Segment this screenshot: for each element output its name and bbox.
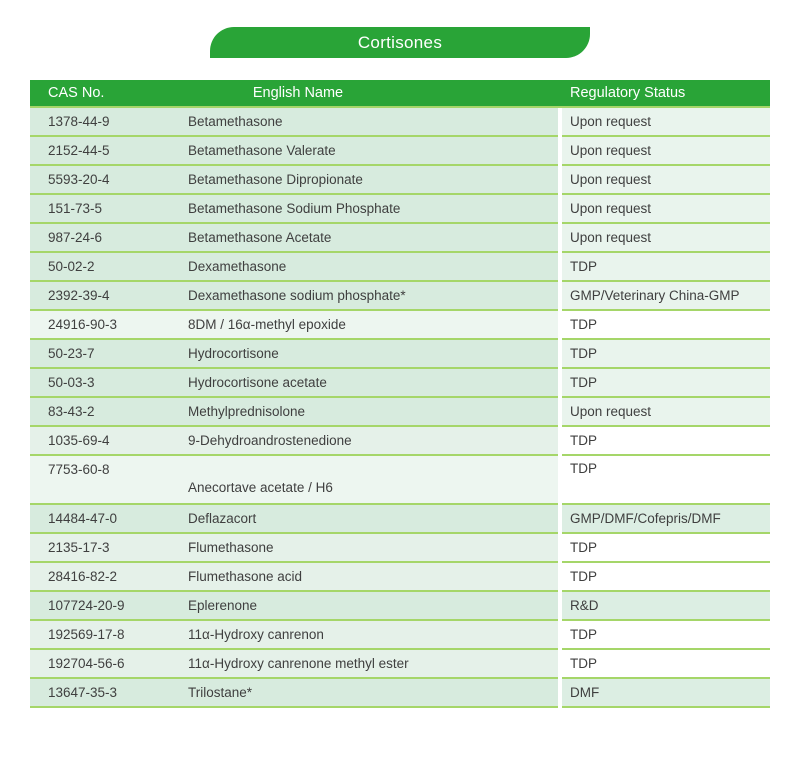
status-value: TDP bbox=[570, 627, 597, 642]
cas-cell: 987-24-6 bbox=[48, 230, 103, 245]
row-left-block bbox=[30, 398, 558, 427]
table-row bbox=[30, 456, 770, 505]
table-row bbox=[30, 398, 770, 427]
row-left-block bbox=[30, 311, 558, 340]
cas-cell: 1035-69-4 bbox=[48, 433, 110, 448]
table-row bbox=[30, 282, 770, 311]
cas-cell: 2135-17-3 bbox=[48, 540, 110, 555]
table-header-row bbox=[30, 80, 770, 108]
table-row bbox=[30, 224, 770, 253]
status-cell bbox=[562, 534, 770, 563]
row-left-block bbox=[30, 108, 558, 137]
status-cell bbox=[562, 427, 770, 456]
name-cell: Flumethasone acid bbox=[188, 569, 303, 584]
row-left-block bbox=[30, 340, 558, 369]
cas-cell: 28416-82-2 bbox=[48, 569, 118, 584]
table-row bbox=[30, 592, 770, 621]
row-left-block bbox=[30, 650, 558, 679]
row-left-block bbox=[30, 224, 558, 253]
name-cell: Hydrocortisone bbox=[188, 346, 279, 361]
status-value: GMP/Veterinary China-GMP bbox=[570, 288, 740, 303]
name-cell: Anecortave acetate / H6 bbox=[188, 480, 333, 495]
name-cell: 8DM / 16α-methyl epoxide bbox=[188, 317, 346, 332]
status-value: TDP bbox=[570, 259, 597, 274]
row-left-block bbox=[30, 369, 558, 398]
row-left-block bbox=[30, 166, 558, 195]
status-value: Upon request bbox=[570, 143, 652, 158]
row-left-block bbox=[30, 282, 558, 311]
table-row bbox=[30, 369, 770, 398]
status-cell bbox=[562, 166, 770, 195]
row-left-block bbox=[30, 621, 558, 650]
status-cell bbox=[562, 456, 770, 505]
status-cell bbox=[562, 650, 770, 679]
table-row bbox=[30, 311, 770, 340]
cas-cell: 192569-17-8 bbox=[48, 627, 125, 642]
name-cell: Dexamethasone bbox=[188, 259, 287, 274]
row-left-block bbox=[30, 592, 558, 621]
status-cell bbox=[562, 108, 770, 137]
header-cas-no: CAS No. bbox=[48, 85, 105, 101]
status-cell bbox=[562, 369, 770, 398]
cas-cell: 50-03-3 bbox=[48, 375, 95, 390]
table-row bbox=[30, 679, 770, 708]
status-value: Upon request bbox=[570, 201, 652, 216]
row-left-block bbox=[30, 534, 558, 563]
table-body bbox=[30, 108, 770, 708]
status-cell bbox=[562, 592, 770, 621]
status-value: TDP bbox=[570, 461, 597, 476]
name-cell: Deflazacort bbox=[188, 511, 257, 526]
status-cell bbox=[562, 621, 770, 650]
status-cell bbox=[562, 398, 770, 427]
header-english-name: English Name bbox=[252, 85, 344, 101]
table-row bbox=[30, 137, 770, 166]
table-row bbox=[30, 108, 770, 137]
status-value: TDP bbox=[570, 346, 597, 361]
cas-cell: 7753-60-8 bbox=[48, 462, 110, 477]
name-cell: Methylprednisolone bbox=[188, 404, 306, 419]
cas-cell: 24916-90-3 bbox=[48, 317, 118, 332]
status-value: Upon request bbox=[570, 404, 652, 419]
table-row bbox=[30, 650, 770, 679]
status-cell bbox=[562, 253, 770, 282]
status-value: GMP/DMF/Cofepris/DMF bbox=[570, 511, 721, 526]
table-row bbox=[30, 534, 770, 563]
row-left-block bbox=[30, 137, 558, 166]
status-value: TDP bbox=[570, 540, 597, 555]
name-cell: Betamethasone Acetate bbox=[188, 230, 332, 245]
status-value: TDP bbox=[570, 656, 597, 671]
table-row bbox=[30, 340, 770, 369]
name-cell: Flumethasone bbox=[188, 540, 274, 555]
row-left-block bbox=[30, 253, 558, 282]
status-cell bbox=[562, 195, 770, 224]
status-cell bbox=[562, 282, 770, 311]
page bbox=[0, 27, 800, 764]
row-left-block bbox=[30, 679, 558, 708]
name-cell: Betamethasone Dipropionate bbox=[188, 172, 363, 187]
row-left-block bbox=[30, 456, 558, 505]
name-cell: Hydrocortisone acetate bbox=[188, 375, 327, 390]
table-row bbox=[30, 427, 770, 456]
cas-cell: 13647-35-3 bbox=[48, 685, 118, 700]
table-row bbox=[30, 253, 770, 282]
cas-cell: 2152-44-5 bbox=[48, 143, 110, 158]
page-title: Cortisones bbox=[357, 32, 443, 52]
row-left-block bbox=[30, 505, 558, 534]
status-value: Upon request bbox=[570, 230, 652, 245]
status-value: DMF bbox=[570, 685, 600, 700]
cas-cell: 50-23-7 bbox=[48, 346, 95, 361]
cas-cell: 50-02-2 bbox=[48, 259, 95, 274]
name-cell: Betamethasone Sodium Phosphate bbox=[188, 201, 401, 216]
status-value: TDP bbox=[570, 569, 597, 584]
row-left-block bbox=[30, 195, 558, 224]
row-left-block bbox=[30, 427, 558, 456]
status-value: Upon request bbox=[570, 114, 652, 129]
status-cell bbox=[562, 137, 770, 166]
status-value: TDP bbox=[570, 317, 597, 332]
table-row bbox=[30, 195, 770, 224]
status-value: Upon request bbox=[570, 172, 652, 187]
cas-cell: 151-73-5 bbox=[48, 201, 103, 216]
name-cell: 9-Dehydroandrostenedione bbox=[188, 433, 352, 448]
name-cell: Betamethasone Valerate bbox=[188, 143, 336, 158]
cas-cell: 192704-56-6 bbox=[48, 656, 125, 671]
table-row bbox=[30, 563, 770, 592]
status-cell bbox=[562, 311, 770, 340]
name-cell: Trilostane* bbox=[188, 685, 253, 700]
cas-cell: 2392-39-4 bbox=[48, 288, 110, 303]
status-value: TDP bbox=[570, 433, 597, 448]
cas-cell: 1378-44-9 bbox=[48, 114, 110, 129]
status-cell bbox=[562, 340, 770, 369]
cas-cell: 107724-20-9 bbox=[48, 598, 125, 613]
status-cell bbox=[562, 679, 770, 708]
cas-cell: 83-43-2 bbox=[48, 404, 95, 419]
cortisones-table bbox=[30, 80, 770, 708]
title-banner bbox=[210, 27, 590, 58]
cas-cell: 5593-20-4 bbox=[48, 172, 110, 187]
name-cell: 11α-Hydroxy canrenon bbox=[188, 627, 324, 642]
status-cell bbox=[562, 505, 770, 534]
row-left-block bbox=[30, 563, 558, 592]
status-cell bbox=[562, 224, 770, 253]
name-cell: Eplerenone bbox=[188, 598, 258, 613]
table-row bbox=[30, 166, 770, 195]
status-cell bbox=[562, 563, 770, 592]
status-value: R&D bbox=[570, 598, 599, 613]
name-cell: Dexamethasone sodium phosphate* bbox=[188, 288, 406, 303]
name-cell: Betamethasone bbox=[188, 114, 283, 129]
table-row bbox=[30, 621, 770, 650]
name-cell: 11α-Hydroxy canrenone methyl ester bbox=[188, 656, 409, 671]
table-row bbox=[30, 505, 770, 534]
cas-cell: 14484-47-0 bbox=[48, 511, 118, 526]
status-value: TDP bbox=[570, 375, 597, 390]
header-regulatory-status: Regulatory Status bbox=[570, 85, 686, 101]
